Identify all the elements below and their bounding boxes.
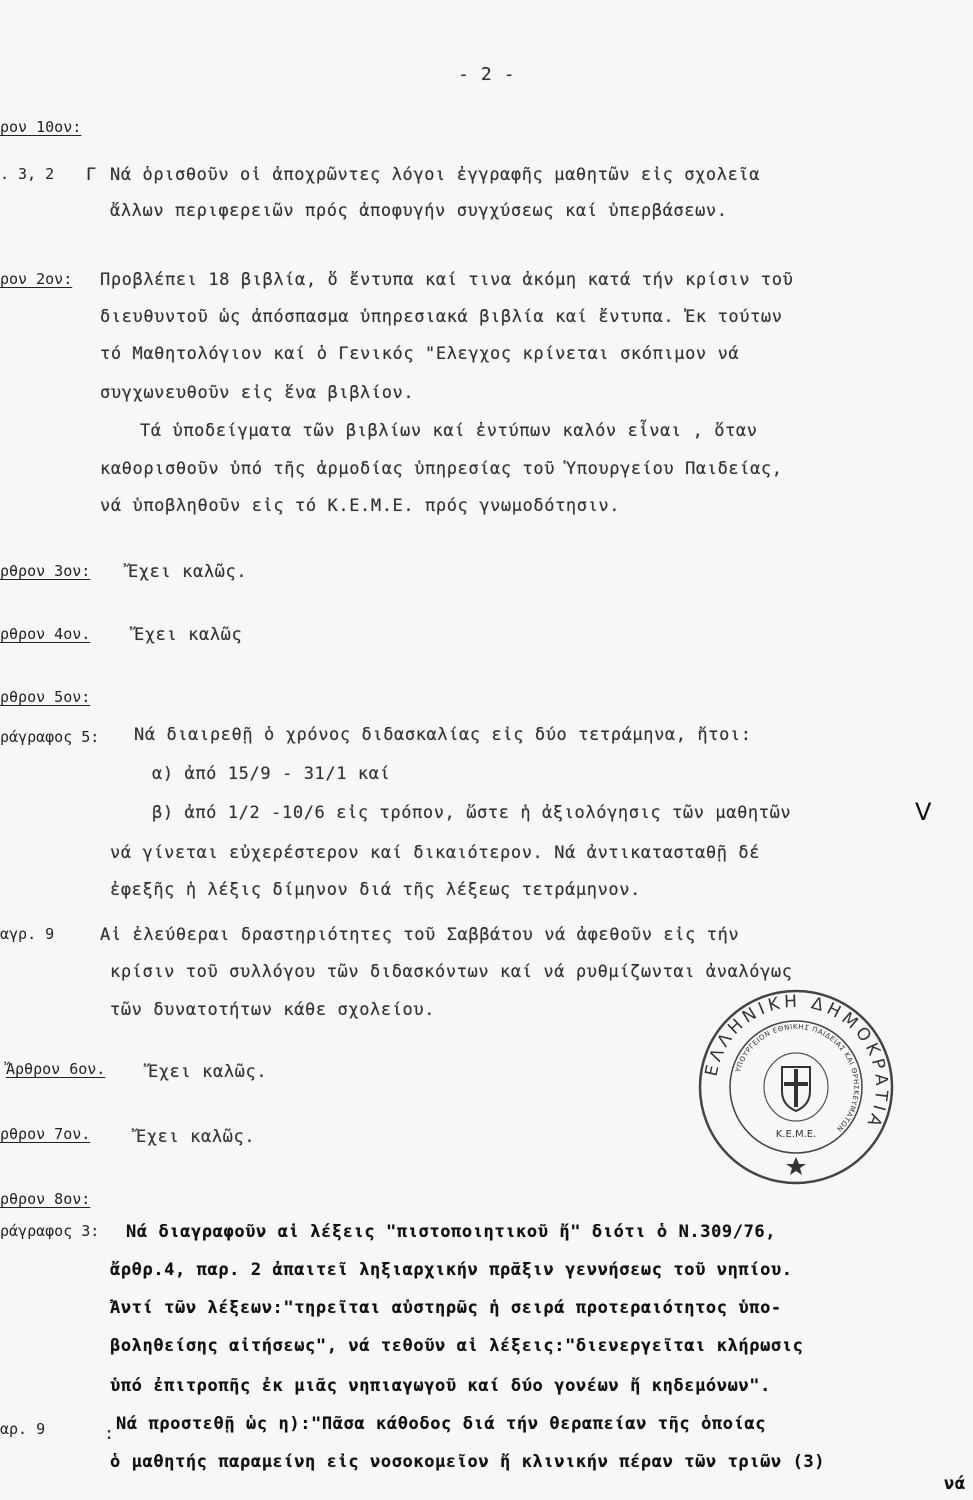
text-line: καθορισθοῦν ὑπό τῆς ἁρμοδίας ὑπηρεσίας τοῦ Ὑπουργείου Παιδείας, xyxy=(100,459,783,479)
margin-label-paragraph-3: ράγραφος 3: xyxy=(0,1222,100,1240)
text-line: Προβλέπει 18 βιβλία, ὅ ἔντυπα καί τινα ἀκόμη κατά τήν κρίσιν τοῦ xyxy=(100,270,794,290)
text-line: νά xyxy=(944,1474,966,1494)
text-line: κρίσιν τοῦ συλλόγου τῶν διδασκόντων καί νά ρυθμίζωνται ἀναλόγως xyxy=(110,962,793,982)
text-line: β) ἀπό 1/2 -10/6 εἰς τρόπον, ὥστε ἡ ἀξιολόγησις τῶν μαθητῶν xyxy=(152,803,792,823)
margin-label-article-8: ρθρον 8ον: xyxy=(0,1190,91,1208)
text-line: ἄλλων περιφερειῶν πρός ἀποφυγήν συγχύσεως καί ὑπερβάσεων. xyxy=(110,201,728,221)
text-line: ἐφεξῆς ἡ λέξις δίμηνον διά τῆς λέξεως τετράμηνον. xyxy=(110,880,641,900)
marker-colon: : xyxy=(104,1424,115,1444)
text-line: Αἱ ἐλεύθεραι δραστηριότητες τοῦ Σαββάτου νά ἀφεθοῦν εἰς τήν xyxy=(100,925,740,945)
text-line: βοληθείσης αἰτήσεως", νά τεθοῦν αἱ λέξεις:"διενεργεῖται κλήρωσις xyxy=(110,1336,804,1356)
text-line: νά ὑποβληθοῦν εἰς τό Κ.Ε.Μ.Ε. πρός γνωμοδότησιν. xyxy=(100,496,621,516)
text-line: νά γίνεται εὐχερέστερον καί δικαιότερον. Νά ἀντικατασταθῇ δέ xyxy=(110,843,761,863)
text-line: Ἔχει καλῶς. xyxy=(136,1127,256,1147)
text-line: Νά ὁρισθοῦν οἱ ἀποχρῶντες λόγοι ἐγγραφῆς μαθητῶν εἰς σχολεῖα xyxy=(110,165,761,185)
margin-label-paragraph-3-2: . 3, 2 xyxy=(0,165,55,183)
text-line: τῶν δυνατοτήτων κάθε σχολείου. xyxy=(110,1000,436,1020)
text-line: α) ἀπό 15/9 - 31/1 καί xyxy=(152,764,391,784)
margin-label-article-5: ρθρον 5ον: xyxy=(0,688,91,706)
text-line: Νά διαγραφοῦν αἱ λέξεις "πιστοποιητικοῦ ἤ" διότι ὁ Ν.309/76, xyxy=(126,1222,777,1242)
text-line: Τά ὑποδείγματα τῶν βιβλίων καί ἐντύπων καλόν εἶναι , ὅταν xyxy=(140,421,758,441)
margin-label-article-6: Ἄρθρον 6ον. xyxy=(6,1060,106,1078)
margin-label-paragraph-9-a: αγρ. 9 xyxy=(0,925,55,943)
seal-bottom-text: Κ.Ε.Μ.Ε. xyxy=(775,1129,817,1140)
text-line: διευθυντοῦ ὡς ἀπόσπασμα ὑπηρεσιακά βιβλία καί ἔντυπα. Ἐκ τούτων xyxy=(100,307,783,327)
margin-label-article-7: ρθρον 7ον. xyxy=(0,1125,91,1143)
text-line: Ἔχει καλῶς xyxy=(134,625,243,645)
text-line: Νά προστεθῇ ὡς η):"Πᾶσα κάθοδος διά τήν θεραπείαν τῆς ὁποίας xyxy=(116,1414,767,1434)
svg-text:ΕΛΛΗΝΙΚΗ ΔΗΜΟΚΡΑΤΙΑ xyxy=(702,992,892,1133)
text-line: τό Μαθητολόγιον καί ὁ Γενικός "Ελεγχος κρίνεται σκόπιμον νά xyxy=(100,344,740,364)
text-line: Ἀντί τῶν λέξεων:"τηρεῖται αὐστηρῶς ἡ σειρά προτεραιότητος ὑπο- xyxy=(110,1298,782,1318)
text-line: Ἔχει καλῶς. xyxy=(148,1062,268,1082)
text-line: συγχωνευθοῦν εἰς ἕνα βιβλίον. xyxy=(100,383,415,403)
text-line: ἄρθρ.4, παρ. 2 ἀπαιτεῖ ληξιαρχικήν πρᾶξιν γεννήσεως τοῦ νηπίου. xyxy=(110,1260,793,1280)
margin-label-article-4: ρθρον 4ον. xyxy=(0,625,91,643)
text-line: Νά διαιρεθῇ ὁ χρόνος διδασκαλίας εἰς δύο τετράμηνα, ἤτοι: xyxy=(134,725,752,745)
margin-label-article-2: ρον 2ον: xyxy=(0,270,73,288)
margin-label-article-1: ρον 10ον: xyxy=(0,118,82,136)
page-number: - 2 - xyxy=(458,64,516,85)
marker-dash: Γ xyxy=(86,165,97,185)
margin-label-article-3: ρθρον 3ον: xyxy=(0,562,91,580)
margin-label-paragraph-9-b: αρ. 9 xyxy=(0,1420,46,1438)
official-seal-icon xyxy=(696,987,896,1187)
seal-outer-text: ΕΛΛΗΝΙΚΗ ΔΗΜΟΚΡΑΤΙΑ xyxy=(701,991,892,1134)
seal-inner-text: ΥΠΟΥΡΓΕΙΟΝ ΕΘΝΙΚΗΣ ΠΑΙΔΕΙΑΣ ΚΑΙ ΘΡΗΣΚΕΥΜΑΤΩΝ xyxy=(734,1022,861,1134)
check-mark-icon: V xyxy=(915,798,932,826)
text-line: ὑπό ἐπιτροπῆς ἐκ μιᾶς νηπιαγωγοῦ καί δύο γονέων ἤ κηδεμόνων". xyxy=(110,1376,771,1396)
text-line: Ἔχει καλῶς. xyxy=(128,562,248,582)
text-line: ὁ μαθητής παραμείνη εἰς νοσοκομεῖον ἤ κλινικήν πέραν τῶν τριῶν (3) xyxy=(110,1452,826,1472)
margin-label-paragraph-5: ράγραφος 5: xyxy=(0,728,100,746)
